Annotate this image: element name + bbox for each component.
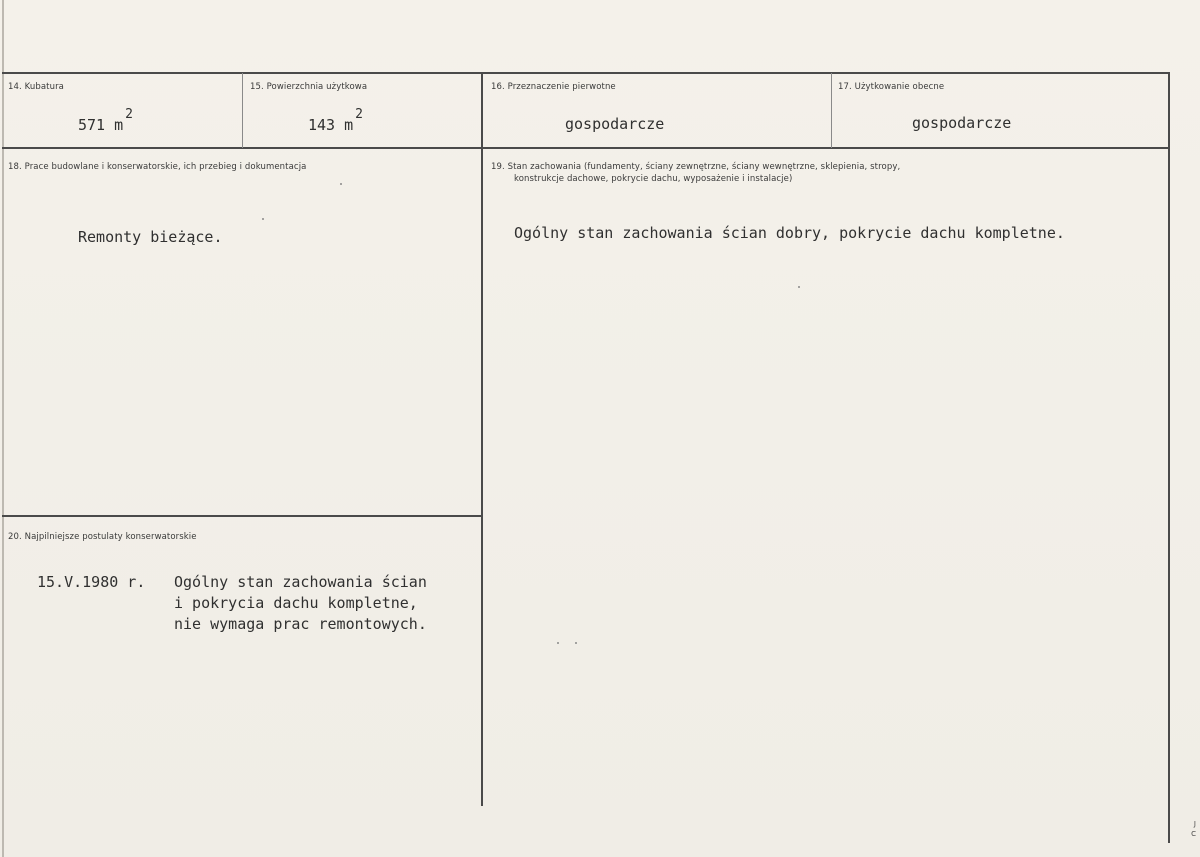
top-rule [2, 72, 1170, 74]
field-19-label-line2: konstrukcje dachowe, pokrycie dachu, wyposażenie i instalacje) [514, 174, 793, 184]
field-15-label: 15. Powierzchnia użytkowa [250, 82, 368, 92]
field-14-label: 14. Kubatura [8, 82, 64, 92]
speck [798, 286, 800, 288]
field-20-line-2: i pokrycia dachu kompletne, [174, 594, 418, 612]
row1-bottom-rule [2, 147, 1170, 149]
divider-14-15 [242, 73, 243, 148]
field-17-label: 17. Użytkowanie obecne [838, 82, 945, 92]
speck [557, 642, 559, 644]
field-14-number: 571 m [78, 116, 124, 134]
field-16-value: gospodarcze [565, 115, 665, 133]
side-mark-1: J [1193, 820, 1196, 828]
field-20-date: 15.V.1980 r. [37, 573, 146, 591]
section18-bottom-rule [2, 515, 482, 517]
field-17-value: gospodarcze [912, 114, 1012, 132]
right-border [1168, 73, 1170, 843]
field-18-label: 18. Prace budowlane i konserwatorskie, ich przebieg i dokumentacja [8, 162, 307, 172]
speck [262, 218, 264, 220]
side-mark-2: C [1191, 830, 1196, 838]
field-16-label: 16. Przeznaczenie pierwotne [491, 82, 616, 92]
field-20-line-1: Ogólny stan zachowania ścian [174, 573, 427, 591]
field-14-value [78, 107, 133, 134]
field-15-superscript: 2 [355, 107, 363, 122]
field-18-value: Remonty bieżące. [78, 228, 223, 246]
field-15-number: 143 m [308, 116, 354, 134]
field-14-superscript: 2 [125, 107, 133, 122]
speck [340, 183, 342, 185]
speck [575, 642, 577, 644]
field-20-line-3: nie wymaga prac remontowych. [174, 615, 427, 633]
field-20-label: 20. Najpilniejsze postulaty konserwatorskie [8, 532, 197, 542]
field-19-label-line1: 19. Stan zachowania (fundamenty, ściany zewnętrzne, ściany wewnętrzne, sklepienia, stropy, [491, 162, 901, 172]
field-19-value: Ogólny stan zachowania ścian dobry, pokrycie dachu kompletne. [514, 224, 1065, 242]
field-15-value [308, 107, 363, 134]
divider-main [481, 73, 483, 806]
divider-16-17 [831, 73, 832, 148]
card-left-edge [2, 0, 4, 857]
